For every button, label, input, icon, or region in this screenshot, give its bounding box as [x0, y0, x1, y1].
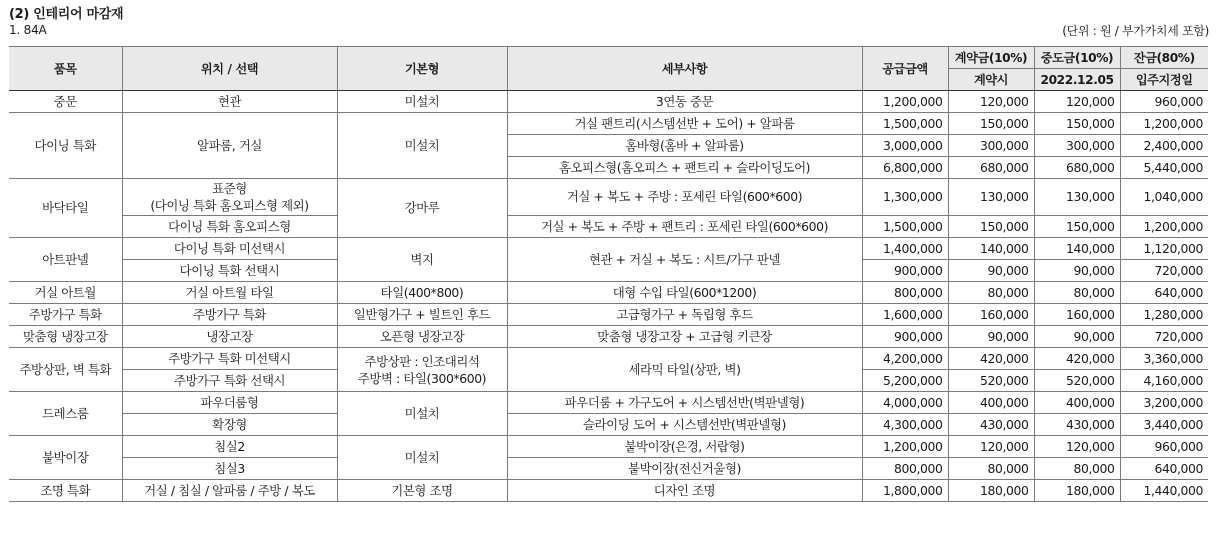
table-row — [9, 348, 1208, 370]
detail-cell: 파우더룸 + 가구도어 + 시스템선반(벽판넬형) — [507, 392, 862, 414]
middle-cell: 90,000 — [1034, 326, 1120, 348]
supply-cell: 1,300,000 — [862, 179, 948, 216]
supply-cell: 4,000,000 — [862, 392, 948, 414]
basic-line: 주방상판 : 인조대리석 — [364, 353, 480, 369]
item-cell: 붙박이장 — [9, 436, 122, 480]
balance-cell: 960,000 — [1120, 91, 1208, 113]
supply-cell: 3,000,000 — [862, 135, 948, 157]
deposit-cell: 680,000 — [948, 157, 1034, 179]
basic-cell: 미설치 — [337, 392, 507, 436]
table-row — [9, 326, 1208, 348]
supply-cell: 1,500,000 — [862, 216, 948, 238]
deposit-cell: 120,000 — [948, 91, 1034, 113]
deposit-cell: 150,000 — [948, 216, 1034, 238]
table-row — [9, 282, 1208, 304]
location-line: 표준형 — [212, 181, 247, 196]
basic-cell: 일반형가구 + 빌트인 후드 — [337, 304, 507, 326]
location-cell: 침실3 — [122, 458, 337, 480]
balance-cell: 640,000 — [1120, 458, 1208, 480]
middle-cell: 80,000 — [1034, 282, 1120, 304]
balance-cell: 4,160,000 — [1120, 370, 1208, 392]
detail-cell: 맞춤형 냉장고장 + 고급형 키큰장 — [507, 326, 862, 348]
location-cell: 다이닝 특화 미선택시 — [122, 238, 337, 260]
supply-cell: 1,800,000 — [862, 480, 948, 502]
basic-cell: 기본형 조명 — [337, 480, 507, 502]
deposit-cell: 130,000 — [948, 179, 1034, 216]
table-row — [9, 91, 1208, 113]
table-row — [9, 414, 1208, 436]
middle-cell: 400,000 — [1034, 392, 1120, 414]
basic-line: 주방벽 : 타일(300*600) — [357, 370, 487, 386]
supply-cell: 4,200,000 — [862, 348, 948, 370]
middle-cell: 430,000 — [1034, 414, 1120, 436]
item-cell: 중문 — [9, 91, 122, 113]
header-deposit: 계약금(10%) — [948, 47, 1034, 69]
supply-cell: 1,400,000 — [862, 238, 948, 260]
table-row — [9, 458, 1208, 480]
item-cell: 다이닝 특화 — [9, 113, 122, 179]
detail-cell: 슬라이딩 도어 + 시스템선반(벽판넬형) — [507, 414, 862, 436]
table-row — [9, 480, 1208, 502]
deposit-cell: 90,000 — [948, 260, 1034, 282]
deposit-cell: 160,000 — [948, 304, 1034, 326]
header-row — [9, 47, 1208, 69]
table-row — [9, 392, 1208, 414]
item-cell: 아트판넬 — [9, 238, 122, 282]
supply-cell: 900,000 — [862, 326, 948, 348]
detail-cell: 거실 팬트리(시스템선반 + 도어) + 알파룸 — [507, 113, 862, 135]
table-row — [9, 238, 1208, 260]
deposit-cell: 430,000 — [948, 414, 1034, 436]
location-cell: 냉장고장 — [122, 326, 337, 348]
supply-cell: 1,200,000 — [862, 436, 948, 458]
middle-cell: 80,000 — [1034, 458, 1120, 480]
deposit-cell: 80,000 — [948, 458, 1034, 480]
basic-cell: 미설치 — [337, 436, 507, 480]
item-cell: 주방가구 특화 — [9, 304, 122, 326]
middle-cell: 150,000 — [1034, 113, 1120, 135]
detail-cell: 디자인 조명 — [507, 480, 862, 502]
table-row — [9, 304, 1208, 326]
deposit-cell: 140,000 — [948, 238, 1034, 260]
basic-cell — [337, 348, 507, 392]
location-cell: 현관 — [122, 91, 337, 113]
middle-cell: 130,000 — [1034, 179, 1120, 216]
balance-cell: 1,280,000 — [1120, 304, 1208, 326]
detail-cell: 홈바형(홈바 + 알파룸) — [507, 135, 862, 157]
deposit-cell: 520,000 — [948, 370, 1034, 392]
section-title: (2) 인테리어 마감재 — [9, 7, 124, 22]
supply-cell: 1,200,000 — [862, 91, 948, 113]
supply-cell: 1,600,000 — [862, 304, 948, 326]
item-cell: 드레스룸 — [9, 392, 122, 436]
location-cell: 알파룸, 거실 — [122, 113, 337, 179]
location-cell: 파우더룸형 — [122, 392, 337, 414]
table-row — [9, 216, 1208, 238]
middle-cell: 120,000 — [1034, 436, 1120, 458]
header-deposit-timing: 계약시 — [948, 69, 1034, 91]
location-line: (다이닝 특화 홈오피스형 제외) — [150, 198, 309, 213]
deposit-cell: 300,000 — [948, 135, 1034, 157]
middle-cell: 150,000 — [1034, 216, 1120, 238]
location-cell — [122, 179, 337, 216]
location-cell: 다이닝 특화 홈오피스형 — [122, 216, 337, 238]
location-cell: 침실2 — [122, 436, 337, 458]
middle-cell: 120,000 — [1034, 91, 1120, 113]
middle-cell: 160,000 — [1034, 304, 1120, 326]
middle-cell: 300,000 — [1034, 135, 1120, 157]
location-cell: 주방가구 특화 선택시 — [122, 370, 337, 392]
location-cell: 거실 / 침실 / 알파룸 / 주방 / 복도 — [122, 480, 337, 502]
balance-cell: 3,200,000 — [1120, 392, 1208, 414]
detail-cell: 대형 수입 타일(600*1200) — [507, 282, 862, 304]
location-cell: 주방가구 특화 미선택시 — [122, 348, 337, 370]
balance-cell: 1,120,000 — [1120, 238, 1208, 260]
detail-cell: 3연동 중문 — [507, 91, 862, 113]
middle-cell: 420,000 — [1034, 348, 1120, 370]
basic-cell: 미설치 — [337, 113, 507, 179]
detail-cell: 거실 + 복도 + 주방 : 포세린 타일(600*600) — [507, 179, 862, 216]
header-basic: 기본형 — [337, 47, 507, 91]
supply-cell: 5,200,000 — [862, 370, 948, 392]
location-cell: 다이닝 특화 선택시 — [122, 260, 337, 282]
detail-cell: 현관 + 거실 + 복도 : 시트/가구 판넬 — [507, 238, 862, 282]
header-location: 위치 / 선택 — [122, 47, 337, 91]
item-cell: 주방상판, 벽 특화 — [9, 348, 122, 392]
balance-cell: 1,200,000 — [1120, 216, 1208, 238]
balance-cell: 1,040,000 — [1120, 179, 1208, 216]
deposit-cell: 420,000 — [948, 348, 1034, 370]
deposit-cell: 90,000 — [948, 326, 1034, 348]
deposit-cell: 180,000 — [948, 480, 1034, 502]
supply-cell: 1,500,000 — [862, 113, 948, 135]
detail-cell: 세라믹 타일(상판, 벽) — [507, 348, 862, 392]
header-item: 품목 — [9, 47, 122, 91]
item-cell: 바닥타일 — [9, 179, 122, 238]
detail-cell: 붙박이장(전신거울형) — [507, 458, 862, 480]
supply-cell: 800,000 — [862, 282, 948, 304]
detail-cell: 붙박이장(은경, 서랍형) — [507, 436, 862, 458]
balance-cell: 720,000 — [1120, 326, 1208, 348]
basic-cell: 미설치 — [337, 91, 507, 113]
header-balance-timing: 입주지정일 — [1120, 69, 1208, 91]
detail-cell: 홈오피스형(홈오피스 + 팬트리 + 슬라이딩도어) — [507, 157, 862, 179]
header-middle: 중도금(10%) — [1034, 47, 1120, 69]
unit-type-label: 1. 84A — [9, 23, 47, 37]
deposit-cell: 120,000 — [948, 436, 1034, 458]
header-balance: 잔금(80%) — [1120, 47, 1208, 69]
basic-cell: 강마루 — [337, 179, 507, 238]
location-cell: 거실 아트월 타일 — [122, 282, 337, 304]
balance-cell: 640,000 — [1120, 282, 1208, 304]
supply-cell: 6,800,000 — [862, 157, 948, 179]
balance-cell: 2,400,000 — [1120, 135, 1208, 157]
middle-cell: 180,000 — [1034, 480, 1120, 502]
header-supply: 공급금액 — [862, 47, 948, 91]
detail-cell: 고급형가구 + 독립형 후드 — [507, 304, 862, 326]
balance-cell: 3,440,000 — [1120, 414, 1208, 436]
supply-cell: 900,000 — [862, 260, 948, 282]
location-cell: 주방가구 특화 — [122, 304, 337, 326]
balance-cell: 960,000 — [1120, 436, 1208, 458]
deposit-cell: 400,000 — [948, 392, 1034, 414]
balance-cell: 720,000 — [1120, 260, 1208, 282]
basic-cell: 타일(400*800) — [337, 282, 507, 304]
supply-cell: 4,300,000 — [862, 414, 948, 436]
table-row — [9, 113, 1208, 135]
basic-cell: 오픈형 냉장고장 — [337, 326, 507, 348]
balance-cell: 3,360,000 — [1120, 348, 1208, 370]
price-table — [9, 46, 1208, 502]
middle-cell: 90,000 — [1034, 260, 1120, 282]
middle-cell: 680,000 — [1034, 157, 1120, 179]
balance-cell: 1,440,000 — [1120, 480, 1208, 502]
basic-cell: 벽지 — [337, 238, 507, 282]
balance-cell: 1,200,000 — [1120, 113, 1208, 135]
detail-cell: 거실 + 복도 + 주방 + 팬트리 : 포세린 타일(600*600) — [507, 216, 862, 238]
deposit-cell: 150,000 — [948, 113, 1034, 135]
table-row — [9, 436, 1208, 458]
item-cell: 맞춤형 냉장고장 — [9, 326, 122, 348]
deposit-cell: 80,000 — [948, 282, 1034, 304]
location-cell: 확장형 — [122, 414, 337, 436]
unit-note: (단위 : 원 / 부가가치세 포함) — [1062, 24, 1209, 38]
header-middle-date: 2022.12.05 — [1034, 69, 1120, 91]
table-row — [9, 179, 1208, 216]
middle-cell: 520,000 — [1034, 370, 1120, 392]
item-cell: 조명 특화 — [9, 480, 122, 502]
middle-cell: 140,000 — [1034, 238, 1120, 260]
header-detail: 세부사항 — [507, 47, 862, 91]
supply-cell: 800,000 — [862, 458, 948, 480]
balance-cell: 5,440,000 — [1120, 157, 1208, 179]
item-cell: 거실 아트월 — [9, 282, 122, 304]
